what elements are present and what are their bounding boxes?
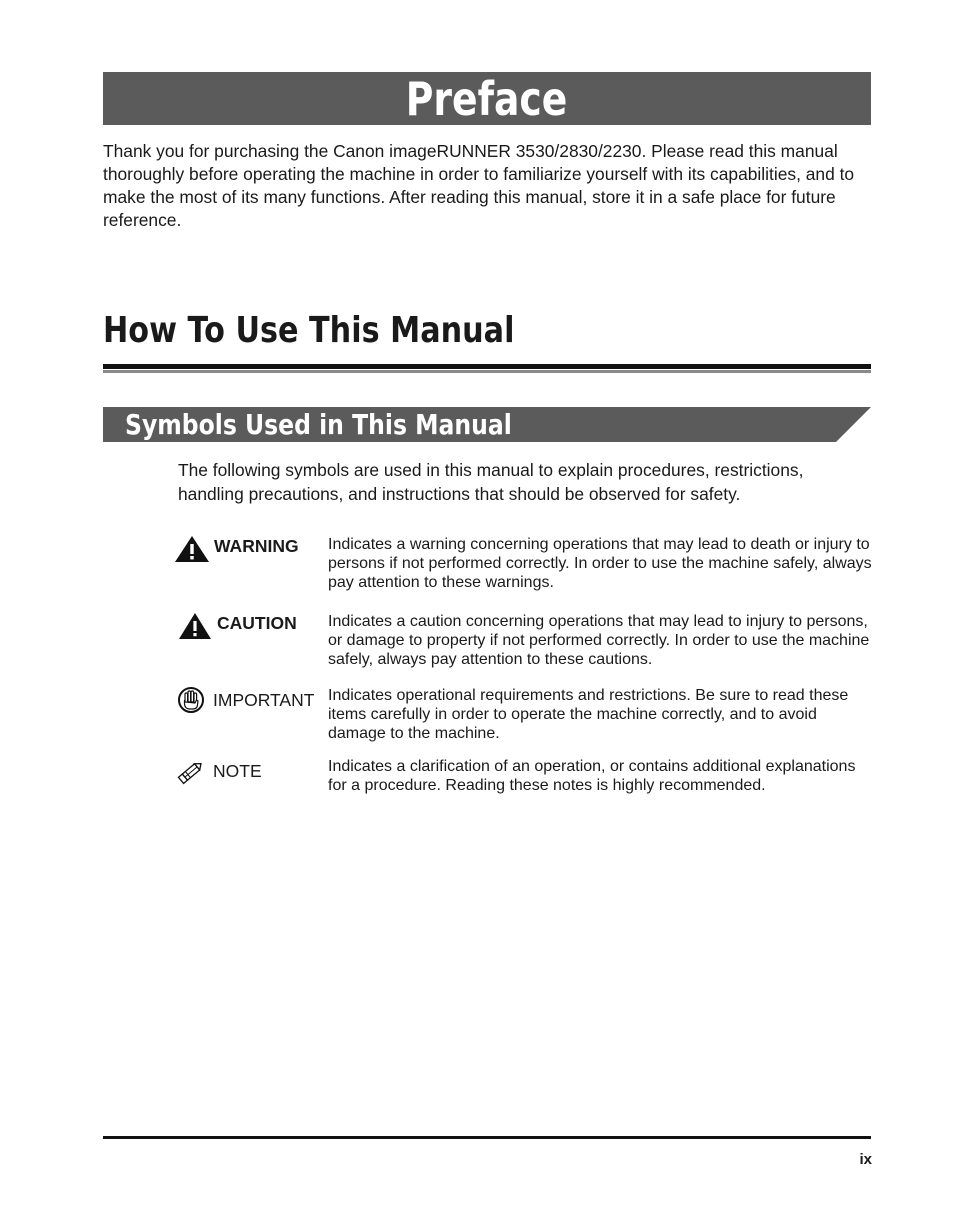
- symbol-desc-note: Indicates a clarification of an operation, or contains additional explanations for a procedure. Reading these notes is highly recommended.: [328, 758, 856, 794]
- page-number: ix: [859, 1151, 872, 1168]
- symbol-row-caution: [174, 612, 874, 672]
- pencil-icon: [177, 759, 205, 790]
- preface-banner: [103, 72, 871, 125]
- symbol-row-note: [174, 757, 874, 817]
- section-title: How To Use This Manual: [103, 310, 515, 351]
- subsection-bar: [103, 407, 871, 442]
- symbol-row-warning: [174, 535, 874, 595]
- symbol-desc-warning: Indicates a warning concerning operations that may lead to death or injury to persons if not performed correctly. In order to use the machine safely, always pay attention to these warnings.: [328, 536, 872, 591]
- footer-rule: [103, 1136, 871, 1139]
- symbol-desc-caution: Indicates a caution concerning operations that may lead to injury to persons, or damage to property if not performed correctly. In order to use the machine safely, always pay attention to these cautions.: [328, 613, 870, 668]
- symbols-intro: The following symbols are used in this manual to explain procedures, restrictions, handling precautions, and instructions that should be observed for safety.: [178, 460, 804, 504]
- symbol-label-note: NOTE: [213, 761, 262, 781]
- symbol-label-warning: WARNING: [214, 536, 299, 556]
- symbol-desc-important: Indicates operational requirements and restrictions. Be sure to read these items carefully in order to operate the machine correctly, and to avoid damage to the machine.: [328, 687, 849, 742]
- section-rule: [103, 364, 871, 369]
- symbol-row-important: [174, 686, 874, 746]
- preface-intro: Thank you for purchasing the Canon imageRUNNER 3530/2830/2230. Please read this manual thoroughly before operating the machine in order to familiarize yourself with its capabilities, and to make the most of its many functions. After reading this manual, store it in a safe place for future reference.: [103, 141, 855, 230]
- caution-triangle-icon: [178, 612, 212, 645]
- subsection-title: Symbols Used in This Manual: [125, 408, 512, 441]
- warning-triangle-icon: [174, 535, 210, 568]
- page-title: Preface: [406, 71, 568, 126]
- symbol-label-important: IMPORTANT: [213, 690, 315, 710]
- stop-hand-icon: [177, 686, 205, 719]
- symbol-label-caution: CAUTION: [217, 613, 297, 633]
- section-rule-shadow: [103, 370, 871, 373]
